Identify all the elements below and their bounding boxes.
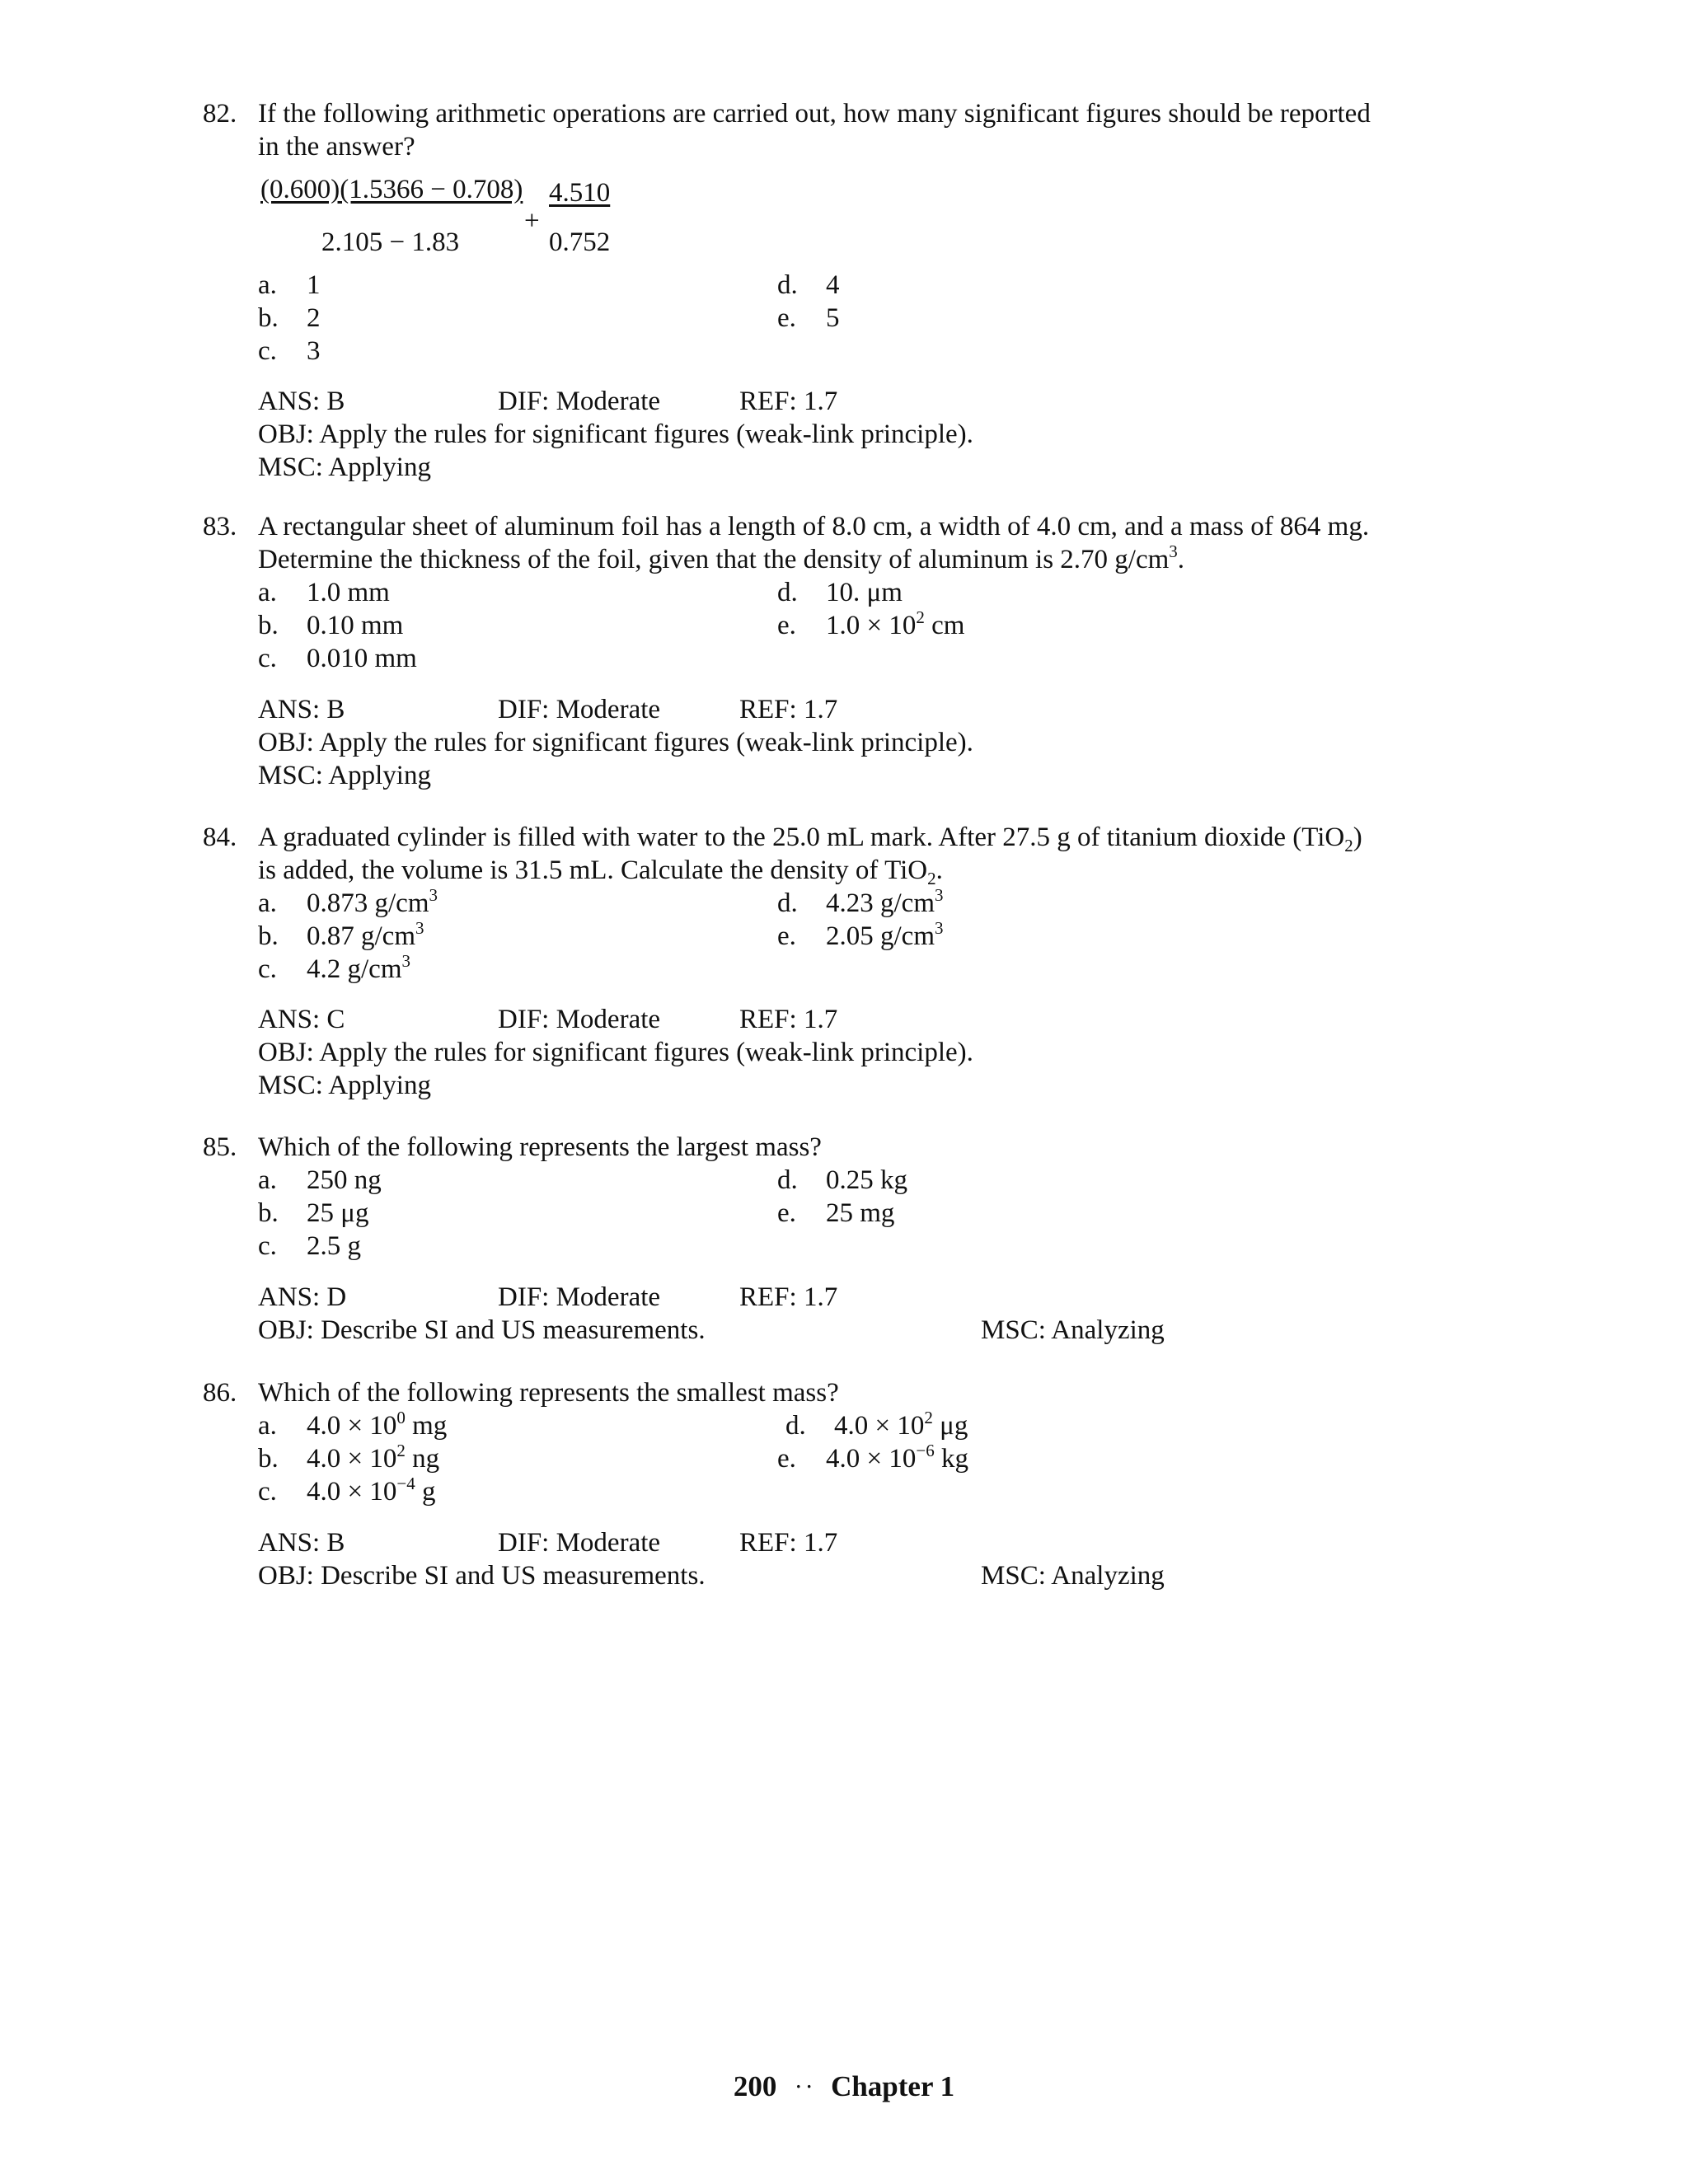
option-letter: c. [258,1231,277,1261]
difficulty: DIF: Moderate [498,1005,661,1034]
option-text: $4.0 \times 10^2$ μg [834,1408,968,1441]
option-letter: e. [777,1444,796,1474]
fraction-denominator: 0.752 [549,227,611,257]
option-text: 0.010 mm [307,644,417,673]
question-number: 83. [203,512,237,541]
option-letter: c. [258,644,277,673]
option-letter: d. [777,270,798,300]
stem-line: Determine the thickness of the foil, given that the density of aluminum is 2.70 $g/cm^3$. [258,541,1185,574]
msc-category: MSC: Analyzing [981,1315,1165,1345]
option-letter: c. [258,954,277,984]
option-text: $4.0 \times 10^2$ ng [307,1441,440,1474]
option-text: 2 [307,303,321,333]
option-letter: e. [777,1198,796,1228]
msc-category: MSC: Analyzing [981,1561,1165,1591]
question-stem [258,510,1428,576]
page-number: 200 [733,2070,777,2102]
option-letter: b. [258,303,279,333]
msc-category: MSC: Applying [258,1071,431,1100]
option-text: 4.23 $g/cm^3$ [826,885,944,918]
difficulty: DIF: Moderate [498,387,661,416]
reference: REF: 1.7 [739,387,838,416]
option-letter: a. [258,578,277,607]
option-text: 1 [307,270,321,300]
option-text: 0.10 mm [307,611,404,640]
option-letter: b. [258,1198,279,1228]
question-stem [258,1376,1428,1409]
arithmetic-expression [0,173,1688,264]
option-text: 3 [307,336,321,366]
difficulty: DIF: Moderate [498,1528,661,1558]
stem-line: is added, the volume is 31.5 mL. Calculate the density of TiO$_2$. [258,855,943,888]
option-text: 2.05 $g/cm^3$ [826,918,944,951]
option-text: $4.0 \times 10^{-4}$ g [307,1474,436,1507]
answer: ANS: D [258,1282,347,1312]
option-text: 0.25 kg [826,1165,907,1195]
option-letter: d. [777,888,798,918]
option-text: 4 [826,270,840,300]
fraction-numerator: 4.510 [549,178,611,208]
option-letter: c. [258,1477,277,1507]
option-text: $4.0 \times 10^{-6}$ kg [826,1441,968,1474]
chapter-label: Chapter 1 [831,2070,955,2102]
stem-line: Which of the following represents the smallest mass? [258,1378,839,1408]
option-letter: a. [258,1165,277,1195]
option-text: 250 ng [307,1165,382,1195]
option-letter: a. [258,888,277,918]
objective: OBJ: Apply the rules for significant figures (weak-link principle). [258,1038,973,1067]
stem-line: A rectangular sheet of aluminum foil has a length of 8.0 cm, a width of 4.0 cm, and a mass of 864 mg. [258,512,1370,541]
option-text: 2.5 g [307,1231,361,1261]
reference: REF: 1.7 [739,1282,838,1312]
option-letter: d. [777,1165,798,1195]
question-stem [258,1131,1428,1164]
question-stem [258,97,1428,163]
stem-line: A graduated cylinder is filled with water to the 25.0 mL mark. After 27.5 g of titanium dioxide (TiO$_2$) [258,823,1362,855]
option-letter: c. [258,336,277,366]
stem-line: in the answer? [258,132,415,162]
option-text: 0.87 $g/cm^3$ [307,918,424,951]
option-text: 1.0 mm [307,578,390,607]
question-number: 86. [203,1378,237,1408]
stem-line: If the following arithmetic operations are carried out, how many significant figures should be reported [258,99,1371,129]
answer: ANS: C [258,1005,345,1034]
difficulty: DIF: Moderate [498,695,661,724]
option-text: 25 μg [307,1198,369,1228]
option-text: 10. μm [826,578,903,607]
msc-category: MSC: Applying [258,452,431,482]
answer: ANS: B [258,387,345,416]
option-text: 25 mg [826,1198,895,1228]
option-letter: b. [258,611,279,640]
reference: REF: 1.7 [739,1005,838,1034]
objective: OBJ: Describe SI and US measurements. [258,1561,706,1591]
question-number: 85. [203,1132,237,1162]
option-letter: e. [777,921,796,951]
plus-sign: + [524,206,540,236]
option-text: 0.873 $g/cm^3$ [307,885,438,918]
stem-line: Which of the following represents the largest mass? [258,1132,822,1162]
option-letter: d. [785,1411,806,1441]
footer-separator: · · [795,2076,813,2097]
option-text: 4.2 $g/cm^3$ [307,951,410,984]
msc-category: MSC: Applying [258,761,431,790]
question-number: 82. [203,99,237,129]
option-letter: a. [258,270,277,300]
page-footer [0,2070,1688,2103]
option-letter: a. [258,1411,277,1441]
option-letter: e. [777,303,796,333]
objective: OBJ: Describe SI and US measurements. [258,1315,706,1345]
option-letter: d. [777,578,798,607]
fraction-numerator: (0.600)(1.5366 − 0.708) [260,175,523,204]
option-text: $4.0 \times 10^0$ mg [307,1408,448,1441]
fraction-denominator: 2.105 − 1.83 [321,227,460,257]
reference: REF: 1.7 [739,695,838,724]
objective: OBJ: Apply the rules for significant figures (weak-link principle). [258,728,973,757]
option-letter: e. [777,611,796,640]
answer: ANS: B [258,1528,345,1558]
answer: ANS: B [258,695,345,724]
option-letter: b. [258,1444,279,1474]
reference: REF: 1.7 [739,1528,838,1558]
question-number: 84. [203,823,237,852]
option-letter: b. [258,921,279,951]
objective: OBJ: Apply the rules for significant figures (weak-link principle). [258,419,973,449]
question-stem [258,821,1428,887]
difficulty: DIF: Moderate [498,1282,661,1312]
option-text: $1.0 \times 10^2$ cm [826,607,965,640]
option-text: 5 [826,303,840,333]
